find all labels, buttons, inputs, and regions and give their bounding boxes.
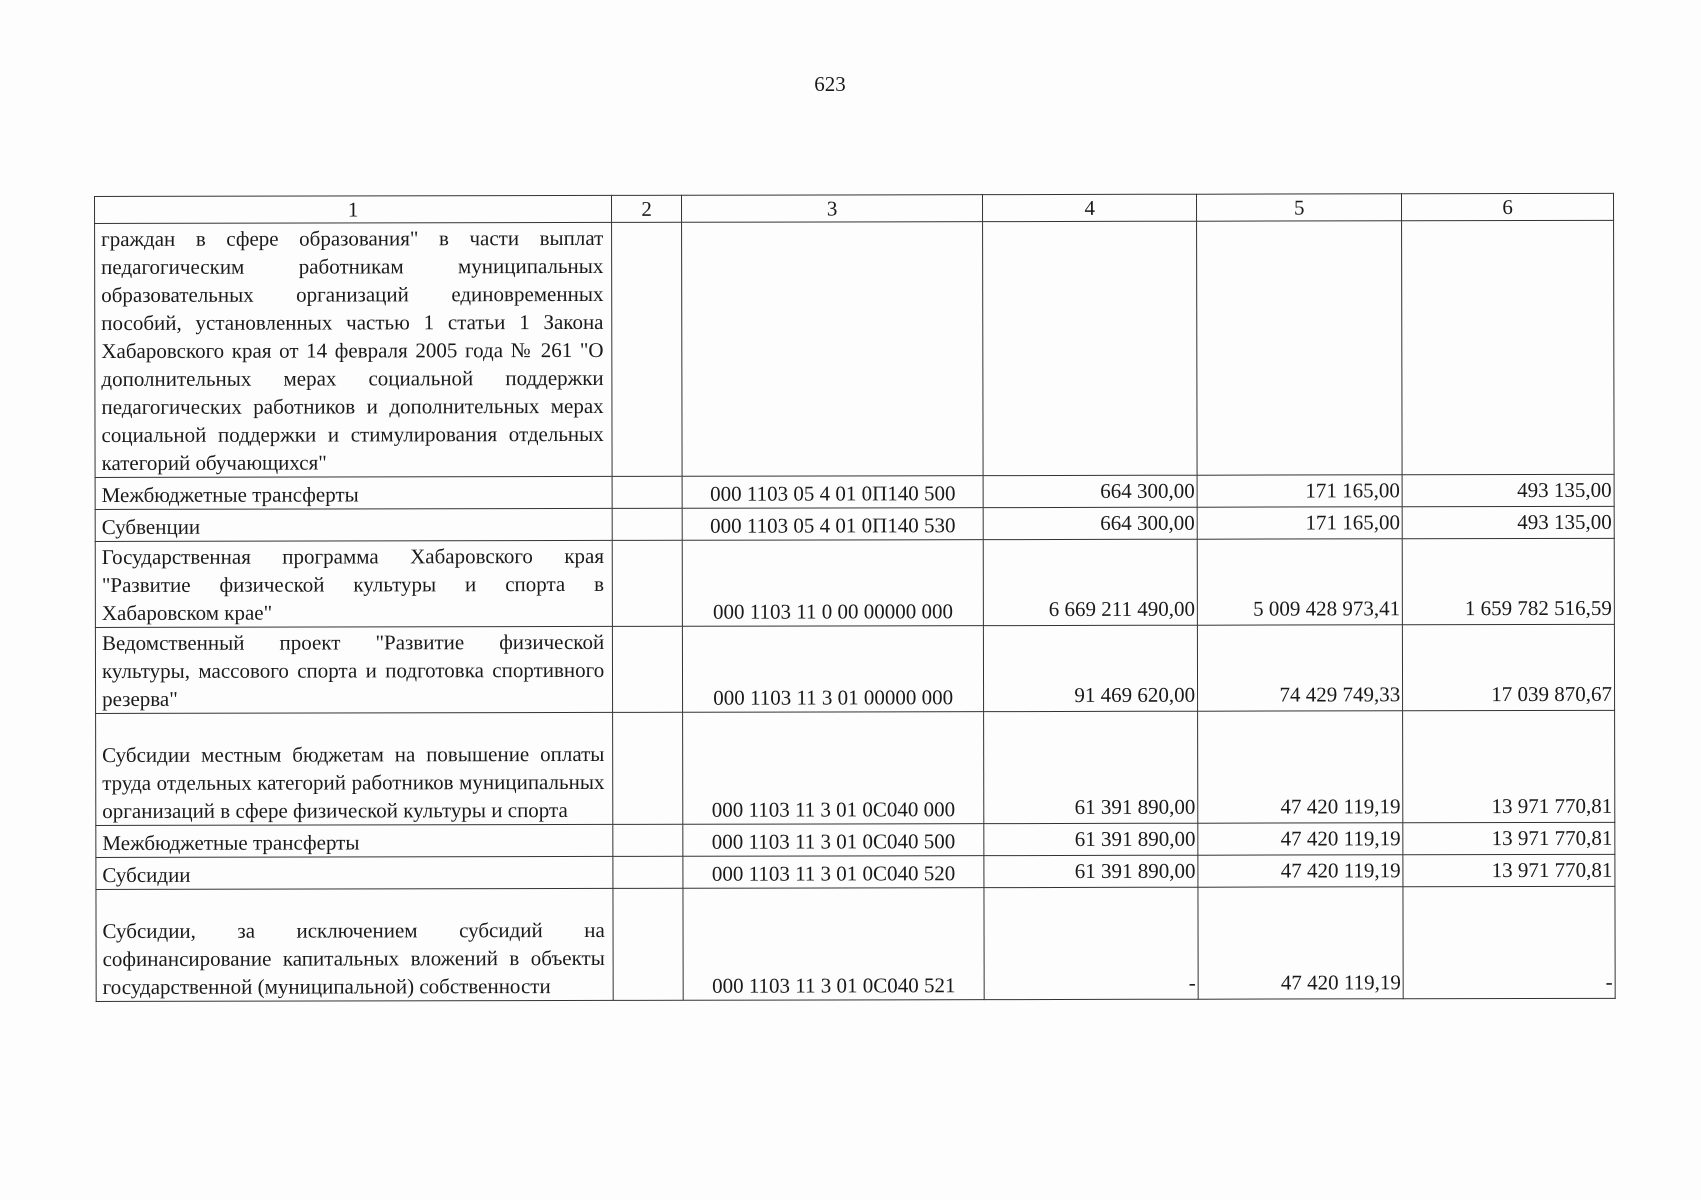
row-col2: [612, 476, 682, 508]
row-name: Государственная программа Хабаровского края "Развитие физической культуры и спорта в Хабаровском крае": [95, 540, 612, 627]
row-value-col6: 1 659 782 516,59: [1402, 538, 1614, 624]
row-name: Межбюджетные трансферты: [96, 824, 613, 857]
row-value-col4: -: [984, 887, 1198, 999]
row-value-col6: 17 039 870,67: [1403, 624, 1615, 710]
row-value-col6: 13 971 770,81: [1403, 710, 1615, 822]
row-col2: [613, 712, 683, 824]
row-value-col6: 493 135,00: [1402, 506, 1614, 538]
row-value-col5: [1197, 221, 1403, 475]
row-code: [682, 222, 984, 477]
row-value-col6: 13 971 770,81: [1403, 854, 1615, 886]
table-row: [95, 624, 1614, 713]
table-row: [96, 854, 1615, 889]
row-value-col5: 171 165,00: [1197, 507, 1402, 539]
row-value-col4: [983, 221, 1197, 475]
row-value-col6: 13 971 770,81: [1403, 822, 1615, 854]
column-header-4: 4: [983, 194, 1197, 221]
row-value-col4: 91 469 620,00: [984, 625, 1198, 711]
row-col2: [613, 824, 683, 856]
column-header-2: 2: [612, 195, 682, 222]
row-name: граждан в сфере образования" в части выплат педагогическим работникам муниципальных образовательных организаций единовременных пособий, установленных частью 1 статьи 1 Закона Хабаровского края от 14 февраля 2005 года № 261 "О дополнительных мерах социальной поддержки педагогических работников и дополнительных мерах социальной поддержки и стимулирования отдельных категорий обучающихся": [95, 222, 613, 477]
row-code: 000 1103 11 0 00 00000 000: [682, 540, 983, 627]
row-value-col5: 74 429 749,33: [1198, 625, 1403, 711]
row-name: Ведомственный проект "Развитие физической культуры, массового спорта и подготовка спортивного резерва": [95, 626, 612, 713]
row-value-col6: -: [1403, 886, 1615, 998]
row-name: Субсидии, за исключением субсидий на софинансирование капитальных вложений в объекты государственной (муниципальной) собственности: [96, 888, 613, 1001]
row-value-col6: [1402, 220, 1614, 474]
column-header-1: 1: [95, 195, 612, 223]
row-value-col5: 47 420 119,19: [1198, 711, 1403, 823]
row-code: 000 1103 11 3 01 00000 000: [682, 626, 983, 713]
row-code: 000 1103 11 3 01 0С040 000: [683, 712, 984, 825]
column-header-6: 6: [1402, 193, 1614, 220]
table-row: [95, 220, 1615, 477]
row-name: Субсидии: [96, 856, 613, 889]
row-value-col5: 47 420 119,19: [1198, 887, 1403, 999]
row-code: 000 1103 11 3 01 0С040 500: [683, 824, 984, 857]
row-value-col4: 61 391 890,00: [984, 711, 1198, 823]
page-number: 623: [814, 72, 846, 96]
budget-table: [94, 193, 1616, 1002]
row-col2: [612, 508, 682, 540]
row-name: Субсидии местным бюджетам на повышение оплаты труда отдельных категорий работников муниципальных организаций в сфере физической культуры и спорта: [96, 712, 613, 825]
row-value-col5: 47 420 119,19: [1198, 823, 1403, 855]
row-col2: [613, 856, 683, 888]
table-row: [96, 710, 1615, 825]
table-header-row: [95, 193, 1614, 223]
table-row: [96, 822, 1615, 857]
row-value-col4: 61 391 890,00: [984, 823, 1198, 855]
row-name: Субвенции: [95, 508, 612, 541]
row-col2: [613, 626, 683, 712]
column-header-5: 5: [1197, 194, 1402, 221]
table-row: [96, 886, 1615, 1001]
column-header-3: 3: [682, 195, 983, 223]
row-code: 000 1103 11 3 01 0С040 520: [683, 856, 984, 889]
row-code: 000 1103 05 4 01 0П140 500: [682, 476, 983, 509]
row-value-col4: 61 391 890,00: [984, 855, 1198, 887]
table-row: [95, 474, 1614, 509]
row-value-col4: 6 669 211 490,00: [983, 539, 1197, 625]
row-value-col6: 493 135,00: [1402, 474, 1614, 506]
row-code: 000 1103 05 4 01 0П140 530: [682, 508, 983, 541]
row-value-col4: 664 300,00: [983, 507, 1197, 539]
row-code: 000 1103 11 3 01 0С040 521: [683, 888, 984, 1001]
row-col2: [613, 888, 683, 1000]
table-row: [95, 506, 1614, 541]
row-value-col5: 5 009 428 973,41: [1197, 539, 1402, 625]
row-name: Межбюджетные трансферты: [95, 476, 612, 509]
row-value-col5: 47 420 119,19: [1198, 855, 1403, 887]
row-col2: [612, 540, 682, 626]
row-value-col4: 664 300,00: [983, 475, 1197, 507]
table-row: [95, 538, 1614, 627]
row-value-col5: 171 165,00: [1197, 475, 1402, 507]
row-col2: [612, 222, 682, 476]
